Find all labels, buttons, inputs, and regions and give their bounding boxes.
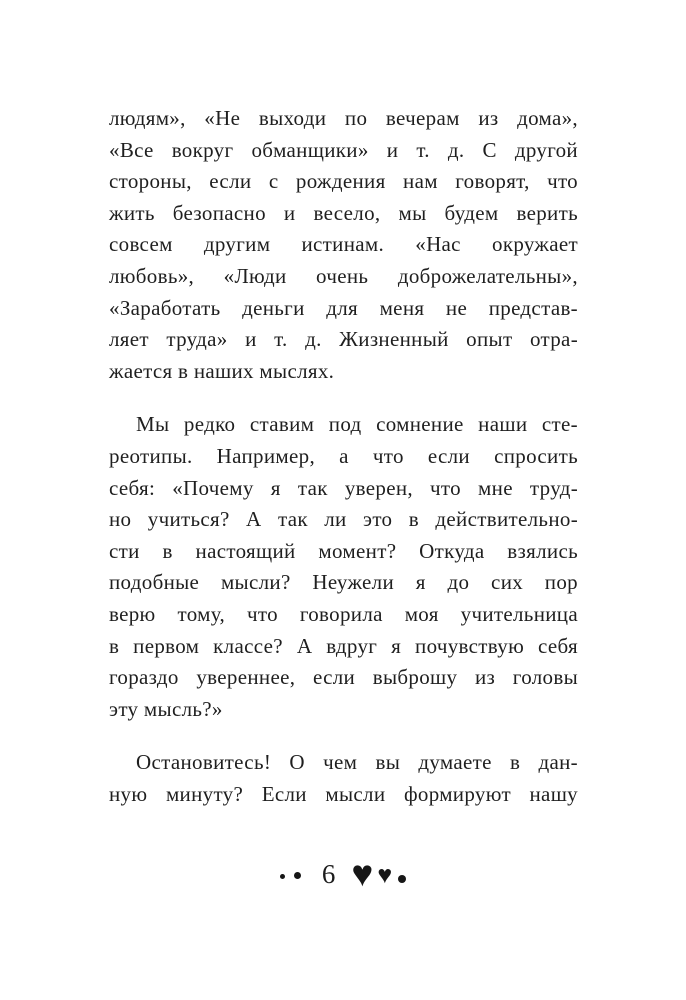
text-line: ную минуту? Если мысли формируют нашу — [109, 781, 578, 806]
text-line: Остановитесь! О чем вы думаете в дан- — [136, 750, 578, 775]
text-line: ляет труда» и т. д. Жизненный опыт отра- — [109, 327, 578, 352]
text-line: «Все вокруг обманщики» и т. д. С другой — [109, 137, 578, 162]
dot-icon — [280, 874, 285, 879]
text-line: гораздо увереннее, если выброшу из головы — [109, 665, 578, 690]
paragraph — [109, 103, 578, 387]
text-line: жается в наших мыслях. — [109, 358, 335, 383]
text-line: подобные мысли? Неужели я до сих пор — [109, 570, 578, 595]
text-line: в первом классе? А вдруг я почувствую себя — [109, 633, 578, 658]
text-line: но учиться? А так ли это в действительно- — [109, 507, 578, 532]
text-line: Мы редко ставим под сомнение наши сте- — [136, 412, 578, 437]
text-line: верю тому, что говорила моя учительница — [109, 601, 578, 626]
paragraph — [109, 409, 578, 725]
text-line: стороны, если с рождения нам говорят, что — [109, 169, 578, 194]
text-line: любовь», «Люди очень доброжелательны», — [109, 263, 578, 288]
heart-icon: ♥ — [351, 853, 374, 895]
text-line: людям», «Не выходи по вечерам из дома», — [109, 106, 578, 130]
page-number: 6 — [321, 858, 336, 889]
text-line: «Заработать деньги для меня не представ- — [109, 295, 578, 320]
text-line: эту мысль?» — [109, 696, 223, 721]
page-text — [109, 103, 578, 810]
text-line: реотипы. Например, а что если спросить — [109, 443, 578, 468]
text-line: совсем другим истинам. «Нас окружает — [109, 232, 578, 257]
dot-icon — [398, 875, 406, 883]
paragraph — [109, 747, 578, 810]
text-line: жить безопасно и весело, мы будем верить — [109, 200, 578, 225]
page-footer — [0, 854, 686, 894]
text-line: сти в настоящий момент? Откуда взялись — [109, 538, 578, 563]
dot-icon — [294, 872, 301, 879]
heart-icon: ♥ — [377, 861, 393, 889]
text-line: себя: «Почему я так уверен, что мне труд- — [109, 475, 578, 500]
